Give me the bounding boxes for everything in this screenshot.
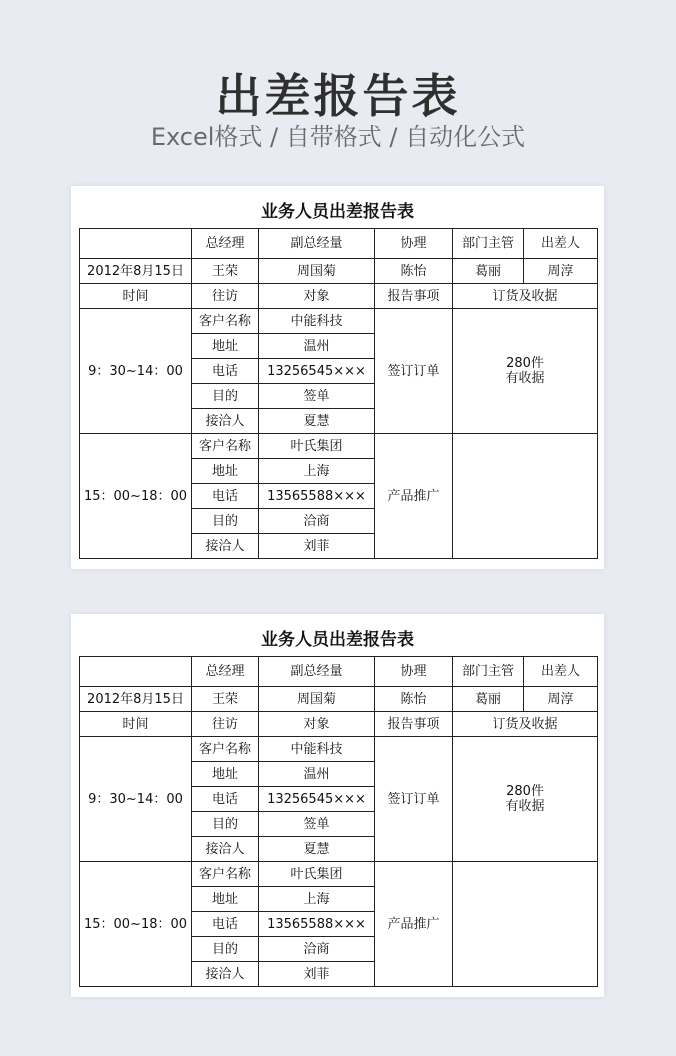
table-cell-empty [80, 657, 192, 687]
field-value: 叶氏集团 [259, 434, 375, 459]
field-value: 洽商 [259, 937, 375, 962]
name-cell: 周淳 [524, 259, 598, 284]
role-cell: 副总经量 [259, 657, 375, 687]
report-item: 产品推广 [375, 434, 453, 559]
role-cell: 协理 [375, 657, 453, 687]
table-row [80, 657, 598, 687]
field-label: 接洽人 [192, 534, 259, 559]
role-cell: 出差人 [524, 657, 598, 687]
header-object: 对象 [259, 284, 375, 309]
name-cell: 陈怡 [375, 259, 453, 284]
field-value: 13256545××× [259, 359, 375, 384]
report-card-preview-2 [71, 614, 604, 997]
table-row [80, 712, 598, 737]
table-row [80, 259, 598, 284]
field-label: 客户名称 [192, 434, 259, 459]
field-label: 目的 [192, 509, 259, 534]
field-label: 地址 [192, 762, 259, 787]
field-value: 13256545××× [259, 787, 375, 812]
field-label: 电话 [192, 484, 259, 509]
name-cell: 周国菊 [259, 259, 375, 284]
table-row [80, 229, 598, 259]
visit-time: 9：30~14：00 [80, 737, 192, 862]
report-item: 签订订单 [375, 309, 453, 434]
field-value: 刘菲 [259, 534, 375, 559]
field-label: 接洽人 [192, 409, 259, 434]
order-quantity: 280件 [506, 356, 544, 371]
table-row [80, 309, 598, 334]
table-row [80, 862, 598, 887]
field-label: 电话 [192, 912, 259, 937]
field-value: 叶氏集团 [259, 862, 375, 887]
header-time: 时间 [80, 284, 192, 309]
field-label: 接洽人 [192, 837, 259, 862]
order-quantity: 280件 [506, 784, 544, 799]
field-label: 目的 [192, 812, 259, 837]
field-label: 地址 [192, 459, 259, 484]
name-cell: 王荣 [192, 687, 259, 712]
report-table [79, 656, 598, 987]
report-card-preview-1 [71, 186, 604, 569]
order-receipt-status: 有收据 [505, 799, 545, 814]
field-value: 夏慧 [259, 409, 375, 434]
field-label: 电话 [192, 359, 259, 384]
field-value: 签单 [259, 384, 375, 409]
header-object: 对象 [259, 712, 375, 737]
order-receipt [453, 737, 598, 862]
field-value: 中能科技 [259, 737, 375, 762]
header-visit: 往访 [192, 712, 259, 737]
table-cell-empty [80, 229, 192, 259]
header-order: 订货及收据 [453, 712, 598, 737]
field-value: 上海 [259, 459, 375, 484]
name-cell: 葛丽 [453, 259, 524, 284]
role-cell: 总经理 [192, 229, 259, 259]
field-value: 洽商 [259, 509, 375, 534]
header-time: 时间 [80, 712, 192, 737]
role-cell: 出差人 [524, 229, 598, 259]
field-label: 地址 [192, 887, 259, 912]
order-receipt [453, 309, 598, 434]
field-value: 13565588××× [259, 484, 375, 509]
field-label: 目的 [192, 937, 259, 962]
page-title: 出差报告表 [215, 69, 461, 123]
report-item: 签订订单 [375, 737, 453, 862]
field-label: 目的 [192, 384, 259, 409]
field-label: 接洽人 [192, 962, 259, 987]
field-label: 电话 [192, 787, 259, 812]
field-value: 温州 [259, 762, 375, 787]
page-subtitle: Excel格式 / 自带格式 / 自动化公式 [150, 123, 526, 151]
role-cell: 总经理 [192, 657, 259, 687]
name-cell: 王荣 [192, 259, 259, 284]
name-cell: 陈怡 [375, 687, 453, 712]
field-value: 签单 [259, 812, 375, 837]
role-cell: 协理 [375, 229, 453, 259]
table-row [80, 284, 598, 309]
report-table [79, 228, 598, 559]
header-report: 报告事项 [375, 712, 453, 737]
order-receipt [453, 862, 598, 987]
sheet-title: 业务人员出差报告表 [261, 630, 414, 650]
name-cell: 葛丽 [453, 687, 524, 712]
field-label: 客户名称 [192, 309, 259, 334]
field-label: 客户名称 [192, 862, 259, 887]
visit-time: 9：30~14：00 [80, 309, 192, 434]
visit-time: 15：00~18：00 [80, 862, 192, 987]
report-item: 产品推广 [375, 862, 453, 987]
header-order: 订货及收据 [453, 284, 598, 309]
header-visit: 往访 [192, 284, 259, 309]
date-cell: 2012年8月15日 [80, 687, 192, 712]
header-report: 报告事项 [375, 284, 453, 309]
date-cell: 2012年8月15日 [80, 259, 192, 284]
field-label: 地址 [192, 334, 259, 359]
field-value: 中能科技 [259, 309, 375, 334]
field-value: 夏慧 [259, 837, 375, 862]
order-receipt [453, 434, 598, 559]
name-cell: 周淳 [524, 687, 598, 712]
table-row [80, 737, 598, 762]
field-value: 上海 [259, 887, 375, 912]
table-row [80, 687, 598, 712]
sheet-title: 业务人员出差报告表 [261, 202, 414, 222]
order-receipt-status: 有收据 [505, 371, 545, 386]
role-cell: 副总经量 [259, 229, 375, 259]
field-label: 客户名称 [192, 737, 259, 762]
table-row [80, 434, 598, 459]
field-value: 温州 [259, 334, 375, 359]
role-cell: 部门主管 [453, 229, 524, 259]
role-cell: 部门主管 [453, 657, 524, 687]
field-value: 刘菲 [259, 962, 375, 987]
visit-time: 15：00~18：00 [80, 434, 192, 559]
name-cell: 周国菊 [259, 687, 375, 712]
field-value: 13565588××× [259, 912, 375, 937]
